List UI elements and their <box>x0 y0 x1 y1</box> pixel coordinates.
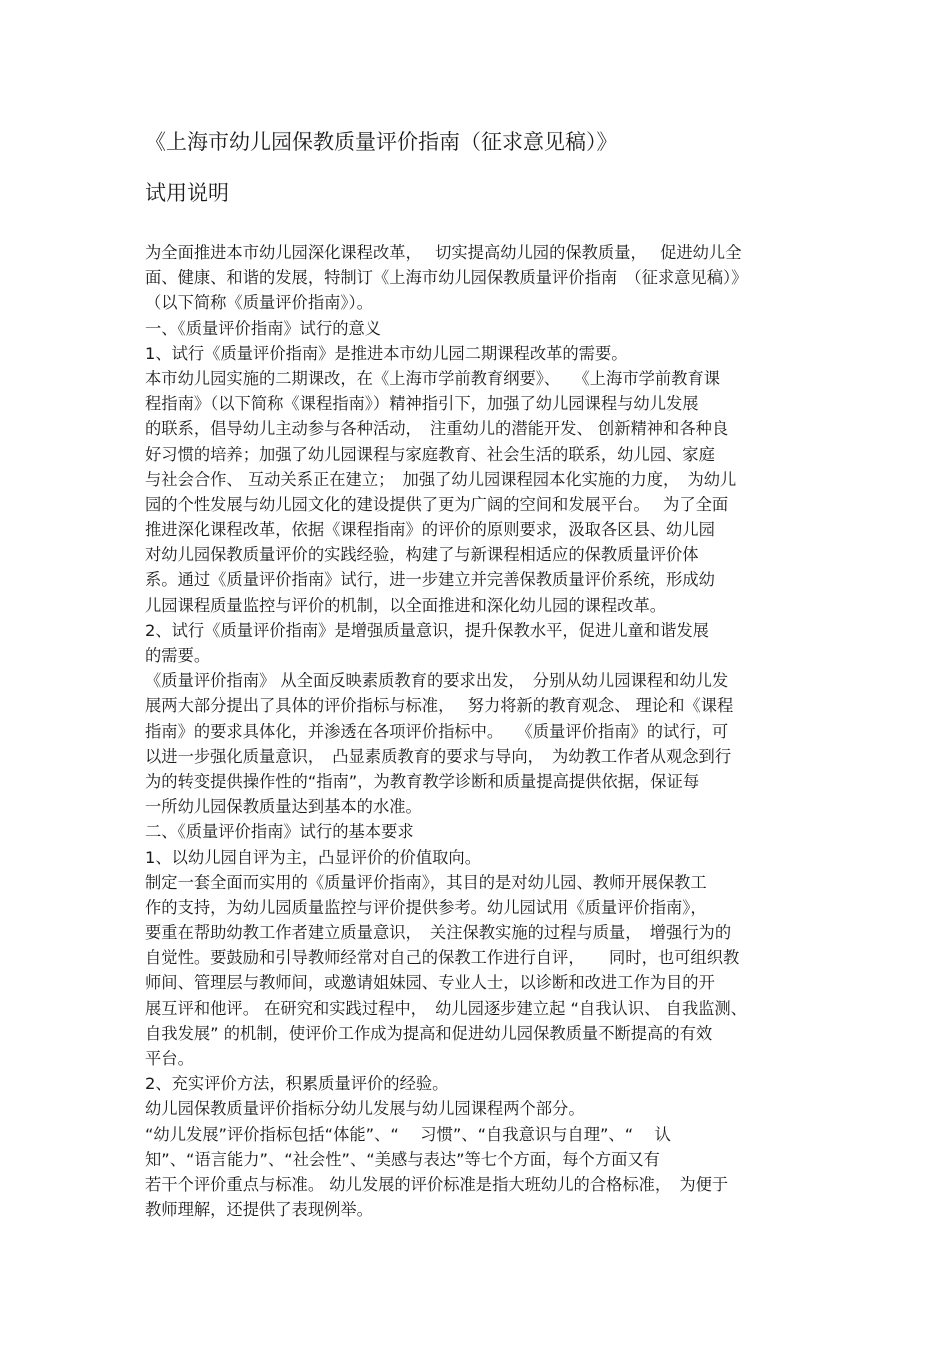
body-text-line: 制定一套全面而实用的《质量评价指南》，其目的是对幼儿园、教师开展保教工 <box>145 872 707 892</box>
body-text-line: 教师理解，还提供了表现例举。 <box>145 1200 373 1220</box>
document-subtitle: 试用说明 <box>145 181 229 205</box>
body-text-line: 1、试行《质量评价指南》是推进本市幼儿园二期课程改革的需要。 <box>145 343 628 363</box>
body-text-line: 指南》的要求具体化，并渗透在各项评价指标中。 《质量评价指南》的试行，可 <box>145 721 729 741</box>
body-text-line: 园的个性发展与幼儿园文化的建设提供了更为广阔的空间和发展平台。 为了全面 <box>145 494 729 514</box>
body-text-line: 2、试行《质量评价指南》是增强质量意识，提升保教水平，促进儿童和谐发展 <box>145 620 709 640</box>
body-text-line: 1、以幼儿园自评为主，凸显评价的价值取向。 <box>145 847 481 867</box>
body-text-line: 《质量评价指南》 从全面反映素质教育的要求出发， 分别从幼儿园课程和幼儿发 <box>145 671 729 691</box>
body-text-line: 幼儿园保教质量评价指标分幼儿发展与幼儿园课程两个部分。 <box>145 1099 585 1119</box>
body-text-line: 系。通过《质量评价指南》试行，进一步建立并完善保教质量评价系统，形成幼 <box>145 570 715 590</box>
body-text-line: 一、《质量评价指南》试行的意义 <box>145 318 382 338</box>
body-text-line: 本市幼儿园实施的二期课改，在《上海市学前教育纲要》、 《上海市学前教育课 <box>145 368 721 388</box>
body-text-line: 展两大部分提出了具体的评价指标与标准， 努力将新的教育观念、 理论和《课程 <box>145 696 734 716</box>
body-text-line: 以进一步强化质量意识， 凸显素质教育的要求与导向， 为幼教工作者从观念到行 <box>145 746 732 766</box>
body-text-line: 对幼儿园保教质量评价的实践经验，构建了与新课程相适应的保教质量评价体 <box>145 545 699 565</box>
body-text-line: 二、《质量评价指南》试行的基本要求 <box>145 822 414 842</box>
body-text-line: 要重在帮助幼教工作者建立质量意识， 关注保教实施的过程与质量， 增强行为的 <box>145 923 732 943</box>
body-text-line: 2、充实评价方法，积累质量评价的经验。 <box>145 1074 449 1094</box>
body-text-line: 为的转变提供操作性的“指南”，为教育教学诊断和质量提高提供依据，保证每 <box>145 771 700 791</box>
body-text-line: 一所幼儿园保教质量达到基本的水准。 <box>145 797 422 817</box>
body-text-line: 自觉性。要鼓励和引导教师经常对自己的保教工作进行自评， 同时，也可组织教 <box>145 948 740 968</box>
body-text-line: 平台。 <box>145 1049 194 1068</box>
document-title: 《上海市幼儿园保教质量评价指南（征求意见稿）》 <box>145 130 618 154</box>
body-text-line: 好习惯的培养；加强了幼儿园课程与家庭教育、社会生活的联系，幼儿园、家庭 <box>145 444 715 464</box>
body-text-line: 面、健康、和谐的发展，特制订《上海市幼儿园保教质量评价指南 （征求意见稿）》 <box>145 268 748 288</box>
body-text-line: 推进深化课程改革，依据《课程指南》的评价的原则要求，汲取各区县、幼儿园 <box>145 520 715 540</box>
body-text-line: 程指南》（以下简称《课程指南》）精神指引下，加强了幼儿园课程与幼儿发展 <box>145 394 699 414</box>
body-text-line: 师间、管理层与教师间，或邀请姐妹园、专业人士，以诊断和改进工作为目的开 <box>145 973 715 993</box>
body-text-line: 展互评和他评。 在研究和实践过程中， 幼儿园逐步建立起 “自我认识、 自我监测、 <box>145 998 747 1018</box>
body-text-line: “幼儿发展”评价指标包括“体能”、“ 习惯”、“自我意识与自理”、“ 认 <box>145 1124 671 1144</box>
body-text-line: 自我发展” 的机制，使评价工作成为提高和促进幼儿园保教质量不断提高的有效 <box>145 1023 713 1043</box>
body-text-line: 儿园课程质量监控与评价的机制，以全面推进和深化幼儿园的课程改革。 <box>145 595 667 615</box>
body-text-line: 的需要。 <box>145 646 211 665</box>
body-text-line: 若干个评价重点与标准。 幼儿发展的评价标准是指大班幼儿的合格标准， 为便于 <box>145 1174 729 1194</box>
body-text-line: 作的支持，为幼儿园质量监控与评价提供参考。幼儿园试用《质量评价指南》， <box>145 897 707 917</box>
document-body <box>145 240 815 1222</box>
body-text-line: 为全面推进本市幼儿园深化课程改革， 切实提高幼儿园的保教质量， 促进幼儿全 <box>145 243 742 262</box>
body-text-line: 的联系，倡导幼儿主动参与各种活动， 注重幼儿的潜能开发、 创新精神和各种良 <box>145 419 729 439</box>
body-text-line: 知”、“语言能力”、“社会性”、“美感与表达”等七个方面，每个方面又有 <box>145 1149 660 1169</box>
body-text-line: 与社会合作、 互动关系正在建立； 加强了幼儿园课程园本化实施的力度， 为幼儿 <box>145 469 737 489</box>
body-text-line: （以下简称《质量评价指南》）。 <box>145 293 373 313</box>
